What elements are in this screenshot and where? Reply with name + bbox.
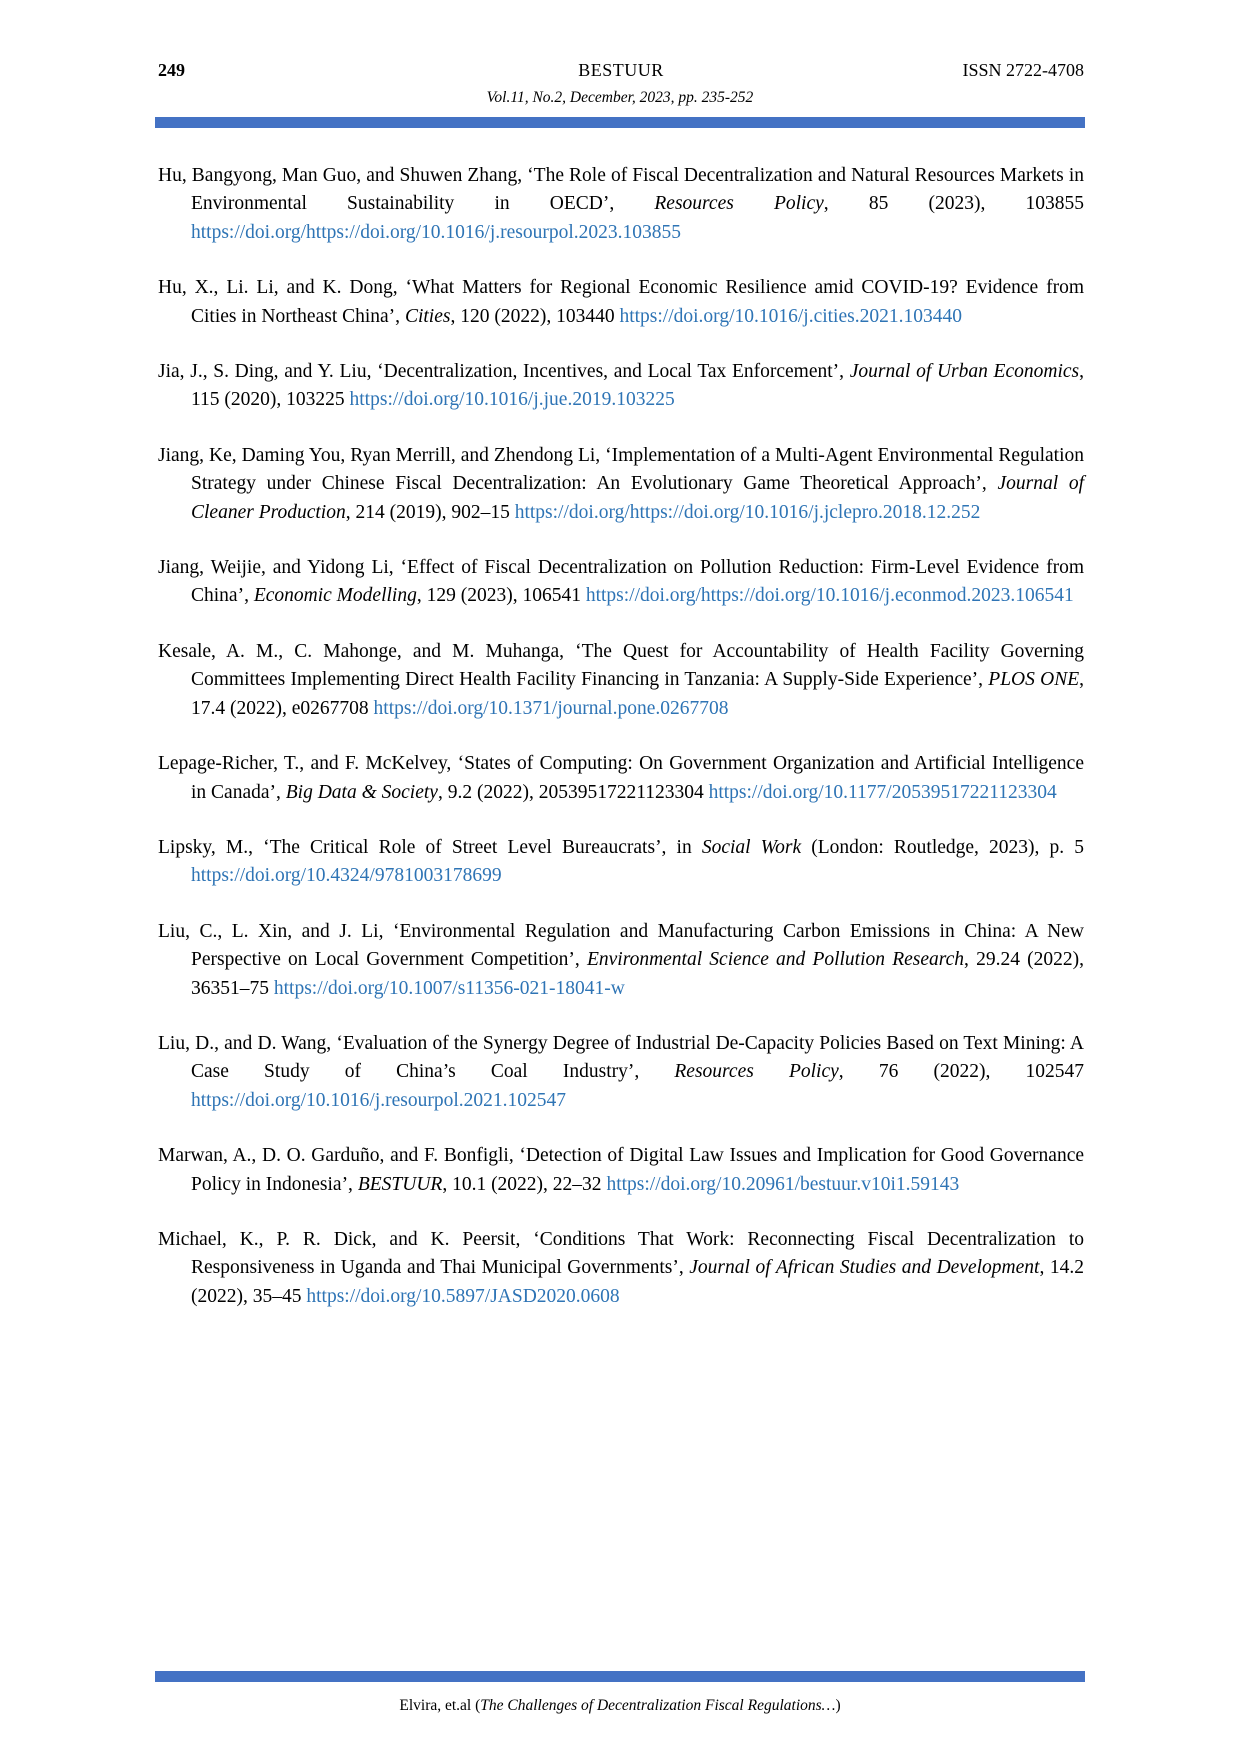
reference-text: Michael, K., P. R. Dick, and K. Peersit, ‘Conditions That Work: Reconnecting Fiscal Decentralization to Responsiveness in Uganda and Thai Municipal Governments’, [158, 1228, 1084, 1279]
issn-number: ISSN 2722-4708 [962, 60, 1084, 80]
doi-link[interactable]: https://doi.org/https://doi.org/10.1016/j.econmod.2023.106541 [585, 585, 1074, 607]
references-list [158, 162, 1084, 1338]
reference-text: , 10.1 (2022), 22–32 [442, 1173, 607, 1195]
reference-journal-name: Social Work [701, 836, 802, 858]
reference-entry [158, 918, 1084, 1003]
reference-text: , 115 (2020), 103225 [191, 361, 1084, 411]
reference-text: Kesale, A. M., C. Mahonge, and M. Muhanga, ‘The Quest for Accountability of Health Facility Governing Committees Implementing Direct Health Facility Financing in Tanzania: A Supply-Side Experience’, [158, 640, 1084, 691]
reference-journal-name: Big Data & Society [285, 781, 438, 803]
reference-entry [158, 1226, 1084, 1311]
reference-text: , 85 (2023), 103855 [823, 193, 1084, 215]
reference-entry [158, 162, 1084, 247]
reference-text: Liu, C., L. Xin, and J. Li, ‘Environmental Regulation and Manufacturing Carbon Emissions in China: A New Perspective on Local Government Competition’, [158, 920, 1084, 971]
reference-entry [158, 750, 1084, 807]
footer-close-paren: ) [835, 1697, 841, 1714]
reference-journal-name: Journal of African Studies and Development [689, 1257, 1040, 1279]
footer-authors: Elvira, et.al ( [399, 1697, 481, 1714]
reference-text: , 129 (2023), 106541 [416, 585, 586, 607]
reference-text: Marwan, A., D. O. Garduño, and F. Bonfigli, ‘Detection of Digital Law Issues and Implication for Good Governance Policy in Indonesia’, [158, 1145, 1084, 1195]
doi-link[interactable]: https://doi.org/10.4324/9781003178699 [191, 865, 502, 887]
page-number: 249 [158, 60, 185, 80]
reference-entry [158, 358, 1084, 415]
reference-journal-name: BESTUUR [357, 1173, 443, 1195]
doi-link[interactable]: https://doi.org/https://doi.org/10.1016/j.resourpol.2023.103855 [191, 221, 682, 243]
reference-text: (London: Routledge, 2023), p. 5 [801, 836, 1084, 858]
reference-journal-name: Cities [404, 305, 451, 327]
doi-link[interactable]: https://doi.org/https://doi.org/10.1016/j.jclepro.2018.12.252 [514, 501, 981, 523]
reference-journal-name: Environmental Science and Pollution Research [586, 949, 965, 971]
reference-text: , 76 (2022), 102547 [838, 1061, 1084, 1083]
reference-text: , 214 (2019), 902–15 [345, 501, 515, 523]
reference-text: Jiang, Ke, Daming You, Ryan Merrill, and Zhendong Li, ‘Implementation of a Multi-Agent Environmental Regulation Strategy under Chinese Fiscal Decentralization: An Evolutionary Game Theoretical Approach’, [158, 444, 1084, 495]
doi-link[interactable]: https://doi.org/10.1177/20539517221123304 [708, 781, 1057, 803]
reference-text: Lepage-Richer, T., and F. McKelvey, ‘States of Computing: On Government Organization and Artificial Intelligence in Canada’, [158, 753, 1084, 803]
doi-link[interactable]: https://doi.org/10.1016/j.cities.2021.103440 [619, 305, 962, 327]
reference-text: Lipsky, M., ‘The Critical Role of Street Level Bureaucrats’, in [158, 836, 702, 858]
reference-text: , 120 (2022), 103440 [450, 305, 620, 327]
footer-running-title: The Challenges of Decentralization Fiscal Regulations… [480, 1697, 836, 1714]
reference-text: Jia, J., S. Ding, and Y. Liu, ‘Decentralization, Incentives, and Local Tax Enforcement’, [158, 361, 850, 383]
reference-text: Hu, X., Li. Li, and K. Dong, ‘What Matters for Regional Economic Resilience amid COVID-19? Evidence from Cities in Northeast China’, [158, 277, 1084, 327]
volume-issue-line: Vol.11, No.2, December, 2023, pp. 235-252 [486, 89, 754, 106]
doi-link[interactable]: https://doi.org/10.1016/j.jue.2019.103225 [349, 389, 675, 411]
reference-text: , 14.2 (2022), 35–45 [191, 1257, 1085, 1307]
reference-journal-name: Economic Modelling [253, 585, 417, 607]
reference-journal-name: PLOS ONE [988, 669, 1080, 691]
reference-text: , 17.4 (2022), e0267708 [191, 669, 1085, 719]
reference-entry [158, 834, 1084, 891]
reference-text: Jiang, Weijie, and Yidong Li, ‘Effect of Fiscal Decentralization on Pollution Reduction: Firm-Level Evidence from China’, [158, 557, 1084, 607]
doi-link[interactable]: https://doi.org/10.1007/s11356-021-18041-w [273, 977, 625, 999]
header-rule [155, 117, 1085, 128]
page-footer [0, 1697, 1240, 1715]
doi-link[interactable]: https://doi.org/10.1371/journal.pone.0267708 [373, 697, 729, 719]
reference-journal-name: Journal of Cleaner Production [191, 473, 1084, 523]
reference-entry [158, 274, 1084, 331]
reference-journal-name: Resources Policy [674, 1061, 839, 1083]
reference-text: , 9.2 (2022), 20539517221123304 [437, 781, 709, 803]
reference-entry [158, 554, 1084, 611]
page-header [158, 60, 1084, 81]
footer-rule [155, 1671, 1085, 1682]
reference-text: , 29.24 (2022), 36351–75 [191, 949, 1084, 999]
reference-text: Liu, D., and D. Wang, ‘Evaluation of the Synergy Degree of Industrial De-Capacity Policies Based on Text Mining: A Case Study of China’s Coal Industry’, [158, 1032, 1084, 1083]
reference-journal-name: Journal of Urban Economics [849, 361, 1080, 383]
reference-entry [158, 1142, 1084, 1199]
journal-title: BESTUUR [578, 60, 664, 80]
doi-link[interactable]: https://doi.org/10.5897/JASD2020.0608 [306, 1285, 620, 1307]
reference-entry [158, 1030, 1084, 1115]
doi-link[interactable]: https://doi.org/10.20961/bestuur.v10i1.59143 [606, 1173, 960, 1195]
reference-entry [158, 638, 1084, 723]
reference-text: Hu, Bangyong, Man Guo, and Shuwen Zhang, ‘The Role of Fiscal Decentralization and Natural Resources Markets in Environmental Sustainability in OECD’, [158, 165, 1084, 215]
reference-entry [158, 442, 1084, 527]
reference-journal-name: Resources Policy [654, 193, 824, 215]
doi-link[interactable]: https://doi.org/10.1016/j.resourpol.2021.102547 [191, 1089, 567, 1111]
